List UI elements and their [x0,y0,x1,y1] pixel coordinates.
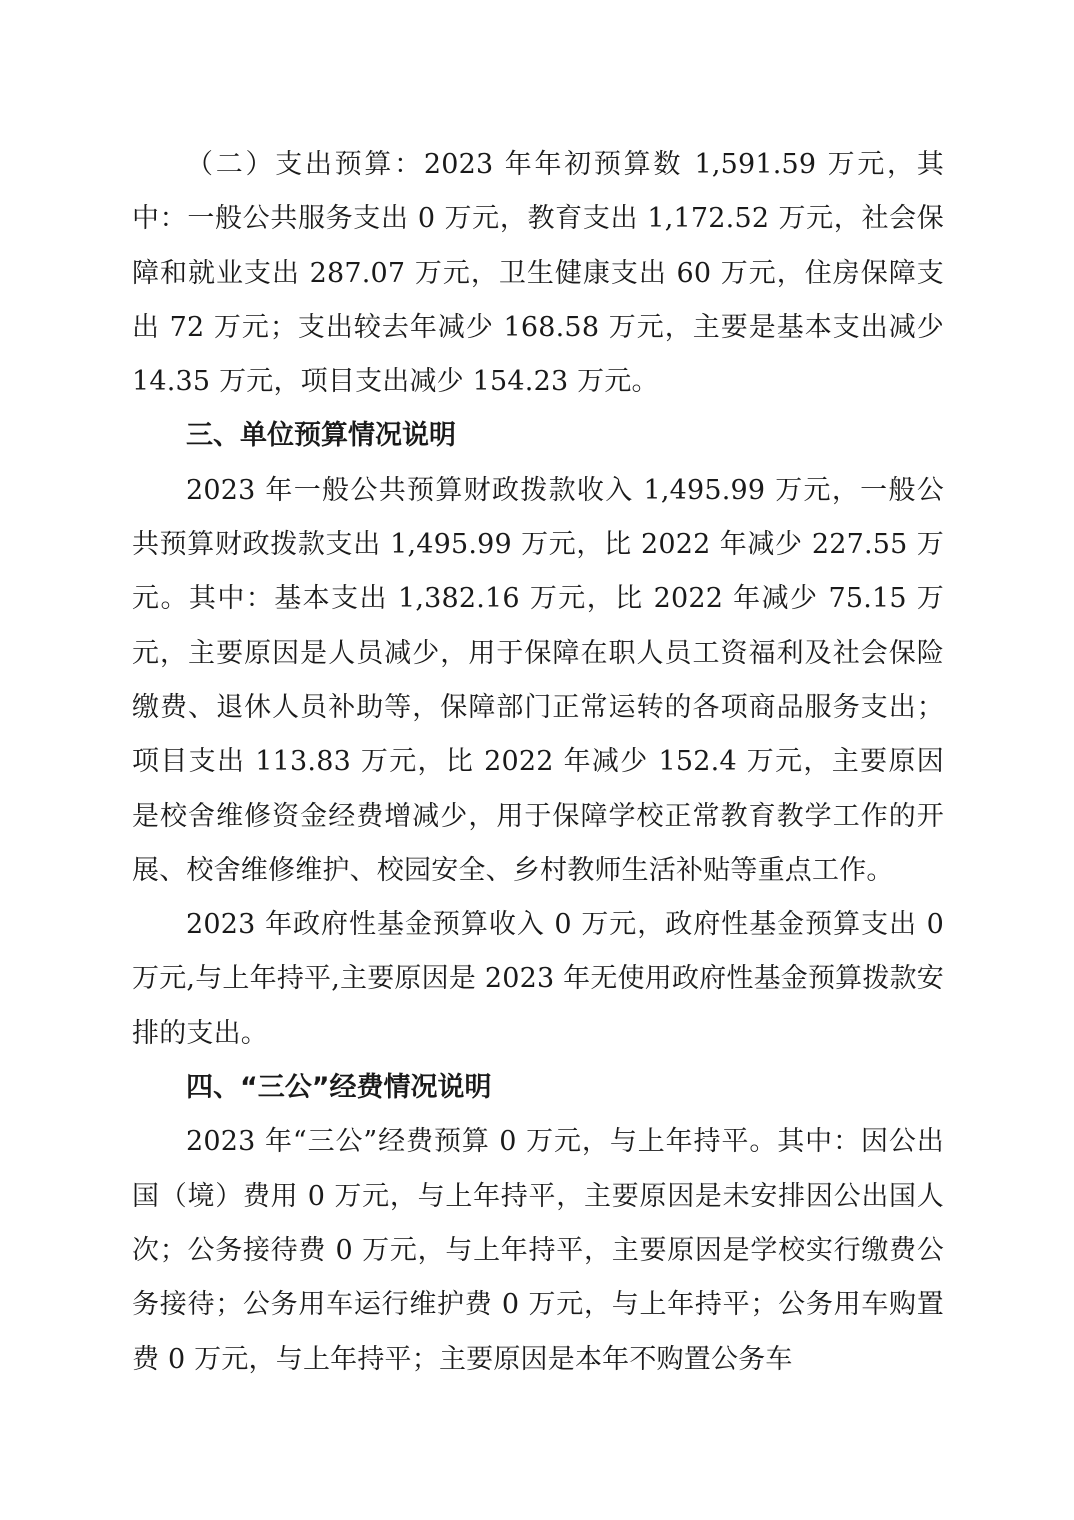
paragraph-three-public-expenses: 2023 年“三公”经费预算 0 万元，与上年持平。其中：因公出国（境）费用 0 万元，与上年持平，主要原因是未安排因公出国人次；公务接待费 0 万元，与上年持平，主要原因是学校实行缴费公务接待；公务用车运行维护费 0 万元，与上年持平；公务用车购置费 0 万元，与上年持平；主要原因是本年不购置公务车 [132,1126,944,1375]
section-heading-three-public-expenses: 四、“三公”经费情况说明 [186,1072,492,1104]
section-heading-unit-budget: 三、单位预算情况说明 [186,420,456,452]
paragraph-expenditure-budget: （二）支出预算：2023 年年初预算数 1,591.59 万元，其中：一般公共服务支出 0 万元，教育支出 1,172.52 万元，社会保障和就业支出 287.07 万元，卫生健康支出 60 万元，住房保障支出 72 万元；支出较去年减少 168.58 万元，主要是基本支出减少 14.35 万元，项目支出减少 154.23 万元。 [132,149,944,398]
paragraph-government-fund-budget: 2023 年政府性基金预算收入 0 万元，政府性基金预算支出 0 万元,与上年持平,主要原因是 2023 年无使用政府性基金预算拨款安排的支出。 [132,909,944,1049]
document-body [132,138,944,1387]
paragraph-general-public-budget: 2023 年一般公共预算财政拨款收入 1,495.99 万元，一般公共预算财政拨款支出 1,495.99 万元，比 2022 年减少 227.55 万元。其中：基本支出 1,382.16 万元，比 2022 年减少 75.15 万元，主要原因是人员减少，用于保障在职人员工资福利及社会保险缴费、退休人员补助等，保障部门正常运转的各项商品服务支出；项目支出 113.83 万元，比 2022 年减少 152.4 万元，主要原因是校舍维修资金经费增减少，用于保障学校正常教育教学工作的开展、校舍维修维护、校园安全、乡村教师生活补贴等重点工作。 [132,474,944,886]
